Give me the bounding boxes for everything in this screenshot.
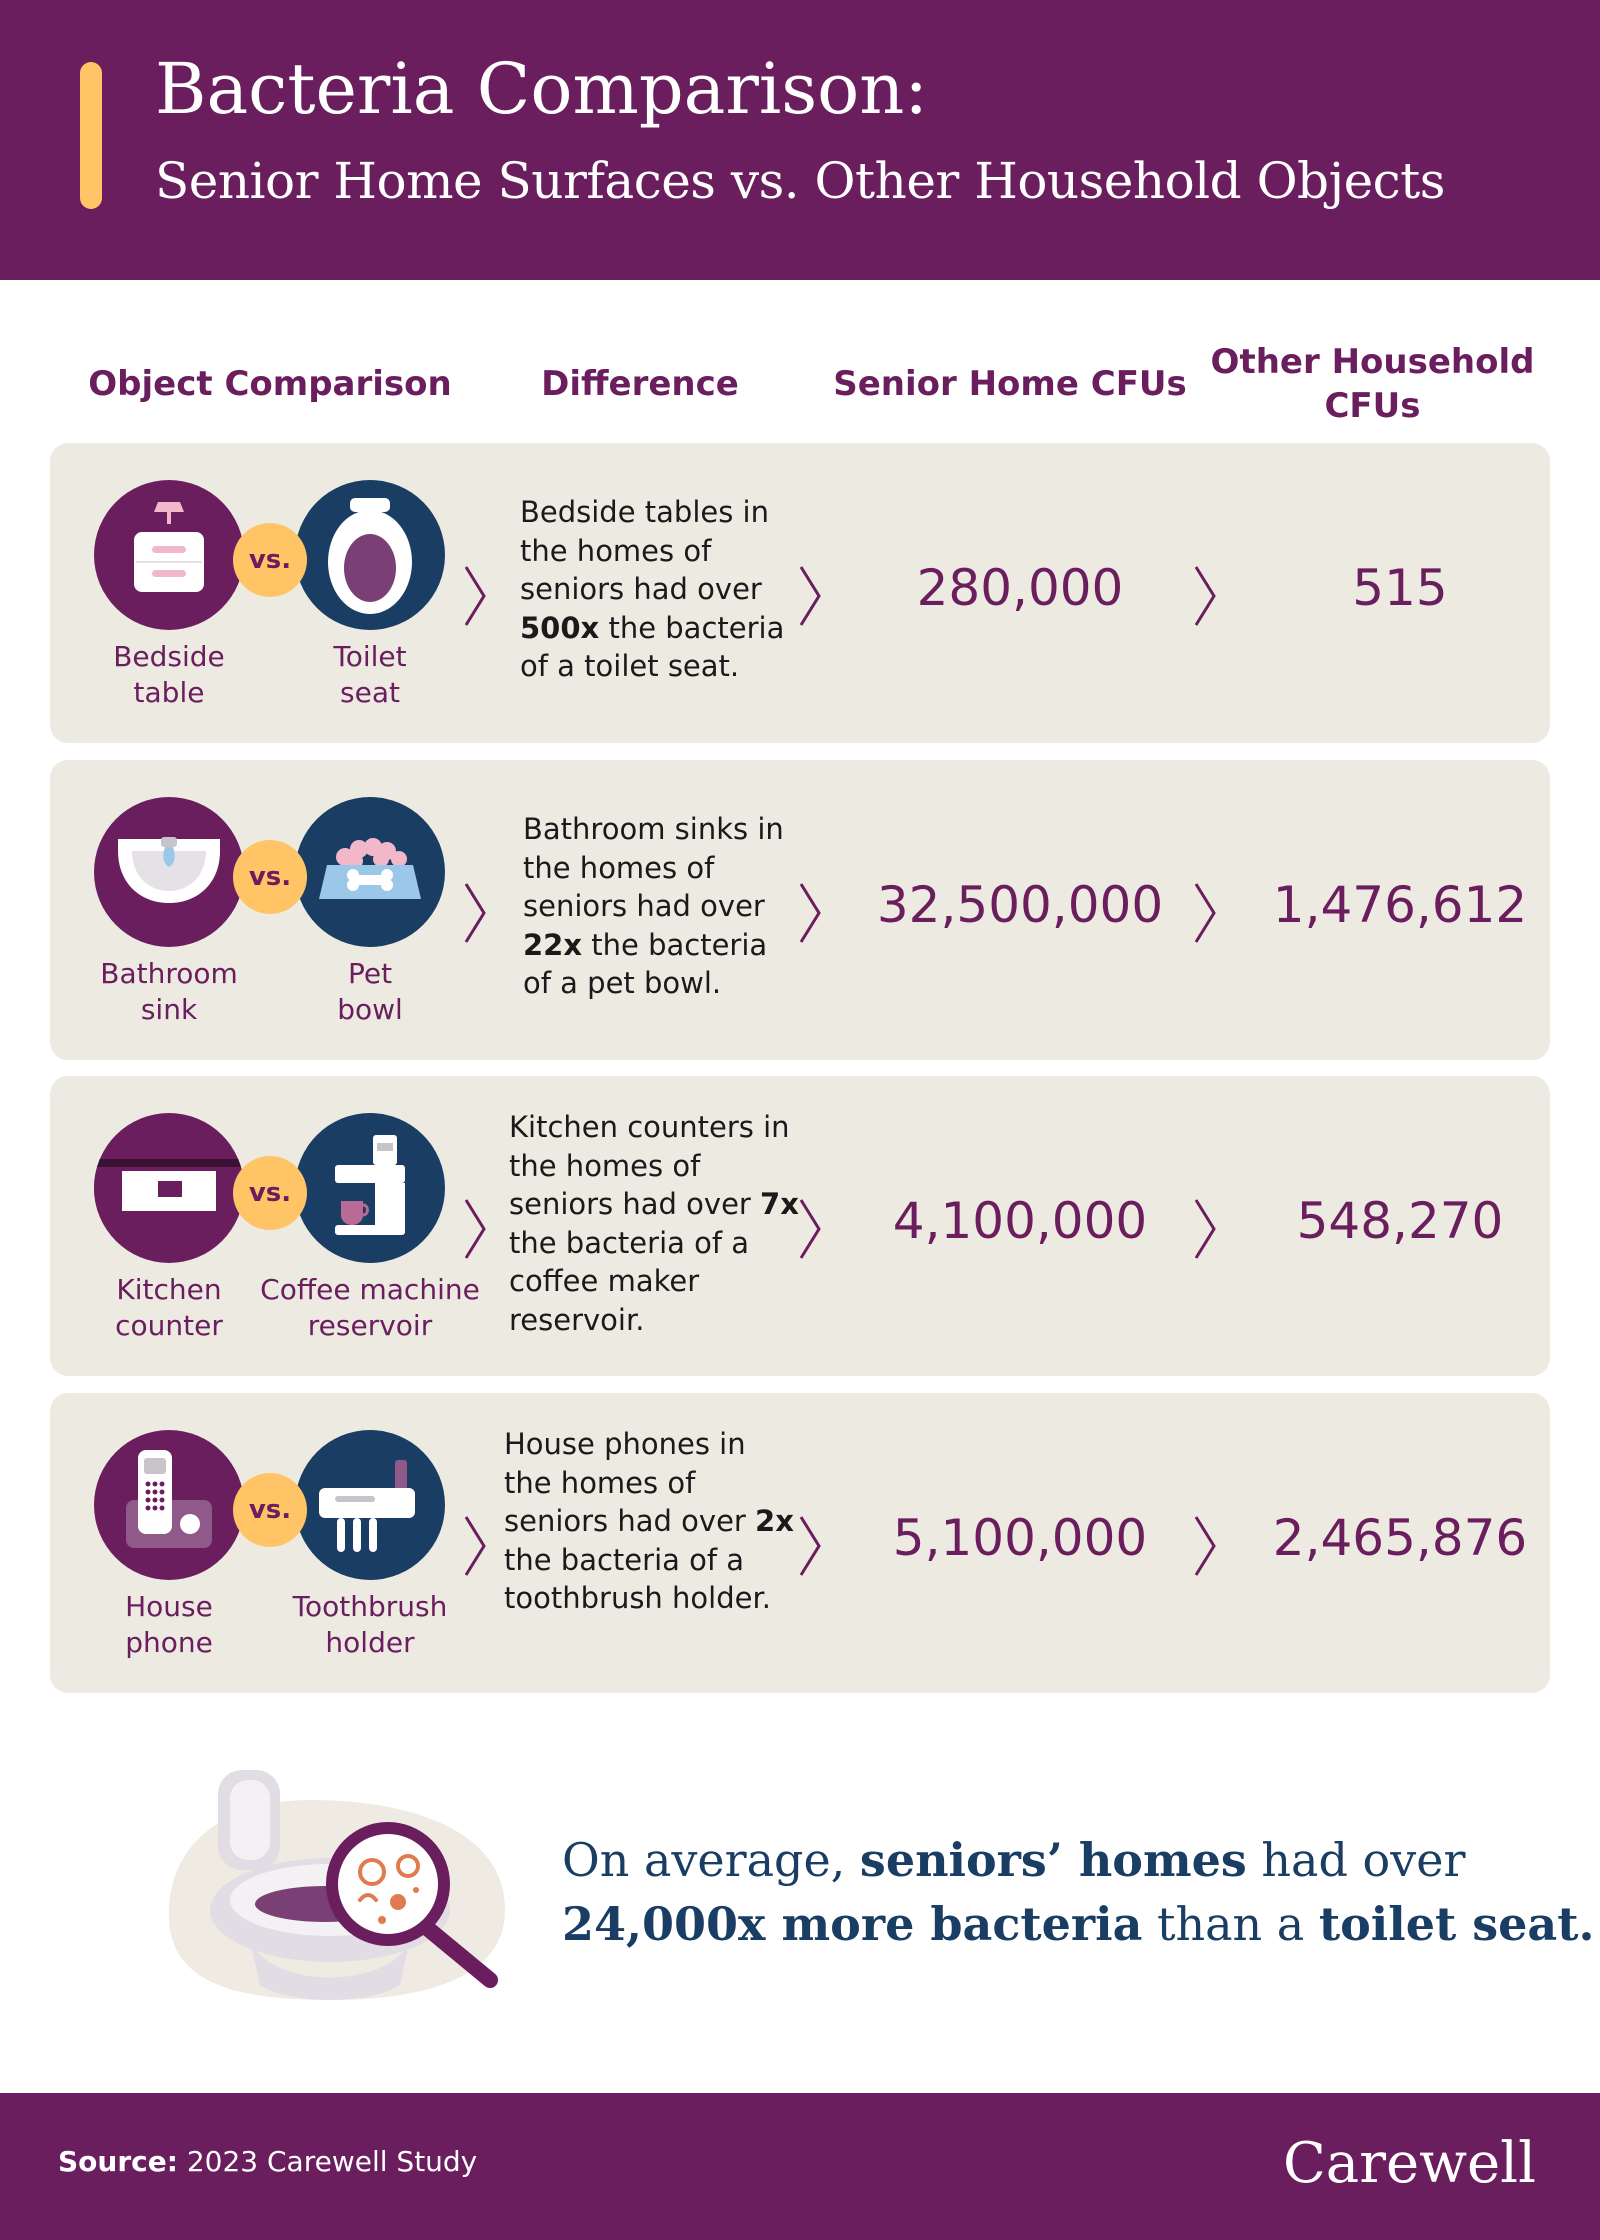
other-household-cfu-value: 1,476,612 [1272,876,1528,934]
column-header-other-cfus [1200,340,1545,428]
vs-badge: vs. [233,1156,307,1230]
chevron-right-icon [795,561,825,631]
chevron-right-icon [1190,878,1220,948]
vs-badge: vs. [233,523,307,597]
column-header-senior-cfus: Senior Home CFUs [833,364,1187,404]
object-label-bathroom-sink: Bathroom sink [100,957,238,1026]
source-citation: Source: 2023 Carewell Study [58,2145,478,2178]
pet-bowl-icon [295,797,445,947]
object-label-coffee-machine-reservoir: Coffee machine reservoir [260,1273,480,1342]
difference-multiplier: 22x [523,927,583,962]
toothbrush-holder-icon [295,1430,445,1580]
difference-text: Kitchen counters in the homes of seniors had over 7x the bacteria of a coffee maker reservoir. [509,1110,799,1337]
comparison-row-bedside-table [50,443,1550,743]
object-label-toilet-seat: Toilet seat [333,640,407,709]
column-header-other-line2: CFUs [1324,386,1421,426]
object-label-kitchen-counter: Kitchen counter [115,1273,223,1342]
object-label-toothbrush-holder: Toothbrush holder [292,1590,448,1659]
chevron-right-icon [1190,1194,1220,1264]
difference-multiplier: 2x [755,1504,794,1538]
other-household-cfu-value: 548,270 [1296,1192,1504,1250]
senior-home-cfu-value: 5,100,000 [892,1509,1148,1567]
chevron-right-icon [460,878,490,948]
house-phone-icon [94,1430,244,1580]
toilet-magnifier-illustration [160,1760,520,2010]
comparison-row-bathroom-sink [50,760,1550,1060]
object-label-pet-bowl: Pet bowl [337,957,403,1026]
chevron-right-icon [460,1194,490,1264]
chevron-right-icon [795,878,825,948]
other-household-cfu-value: 515 [1352,559,1448,617]
coffee-machine-icon [295,1113,445,1263]
kitchen-counter-icon [94,1113,244,1263]
other-household-cfu-value: 2,465,876 [1272,1509,1528,1567]
column-header-other-line1: Other Household [1210,342,1535,382]
column-header-object: Object Comparison [88,364,452,404]
object-label-bedside-table: Bedside table [113,640,225,709]
chevron-right-icon [1190,561,1220,631]
brand-logo: Carewell [1282,2131,1536,2196]
senior-home-cfu-value: 4,100,000 [892,1192,1148,1250]
chevron-right-icon [795,1194,825,1264]
comparison-row-kitchen-counter [50,1076,1550,1376]
accent-bar [80,62,102,209]
vs-badge: vs. [233,1473,307,1547]
summary-line-2: 24,000x more bacteria than a toilet seat. [562,1897,1595,1951]
comparison-row-house-phone [50,1393,1550,1693]
difference-text: House phones in the homes of seniors had over 2x the bacteria of a toothbrush holder. [504,1427,794,1615]
page-subtitle: Senior Home Surfaces vs. Other Household Objects [155,152,1445,210]
bedside-table-icon [94,480,244,630]
object-label-house-phone: House phone [125,1590,213,1659]
senior-home-cfu-value: 32,500,000 [876,876,1164,934]
bathroom-sink-icon [94,797,244,947]
chevron-right-icon [1190,1511,1220,1581]
page-title: Bacteria Comparison: [155,48,928,130]
chevron-right-icon [795,1511,825,1581]
difference-multiplier: 500x [520,610,600,645]
vs-badge: vs. [233,840,307,914]
difference-text: Bathroom sinks in the homes of seniors had over 22x the bacteria of a pet bowl. [523,812,784,1000]
senior-home-cfu-value: 280,000 [916,559,1124,617]
summary-line-1: On average, seniors’ homes had over [562,1833,1466,1887]
summary-statement [562,1828,1594,1956]
difference-text: Bedside tables in the homes of seniors had over 500x the bacteria of a toilet seat. [520,495,785,683]
chevron-right-icon [460,1511,490,1581]
difference-multiplier: 7x [760,1187,799,1221]
header-banner [0,0,1600,280]
toilet-seat-icon [295,480,445,630]
footer-banner [0,2093,1600,2240]
column-header-difference: Difference [541,364,739,404]
chevron-right-icon [460,561,490,631]
